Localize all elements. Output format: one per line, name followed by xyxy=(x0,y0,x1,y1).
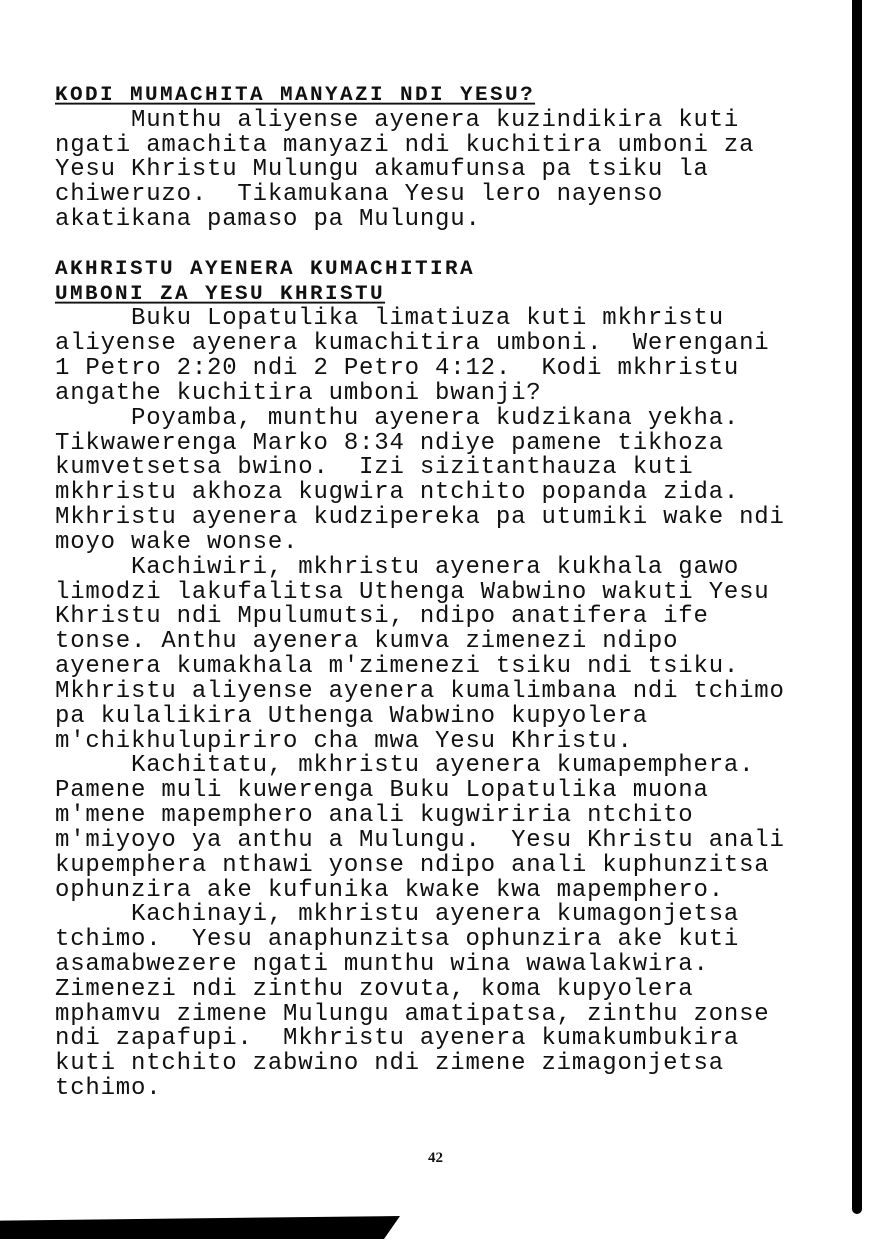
line-text: 1 Petro 2:20 ndi 2 Petro 4:12. Kodi mkhristu xyxy=(55,355,740,383)
section-heading xyxy=(55,283,845,307)
line-text: moyo wake wonse. xyxy=(55,528,299,556)
text-line xyxy=(55,950,845,978)
scan-shadow-bottom xyxy=(0,1216,400,1239)
line-text: chiweruzo. Tikamukana Yesu lero nayenso xyxy=(55,181,664,209)
text-line xyxy=(55,903,845,928)
text-line xyxy=(55,727,845,755)
text-line xyxy=(55,429,845,457)
text-line xyxy=(55,307,845,332)
text-line xyxy=(55,528,845,556)
line-text: ophunzira ake kufunika kwake kwa mapemphero. xyxy=(55,876,724,904)
text-line xyxy=(55,1027,845,1052)
line-text: Pamene muli kuwerenga Buku Lopatulika muona xyxy=(55,777,709,805)
line-text: tchimo. Yesu anaphunzitsa ophunzira ake kuti xyxy=(55,926,740,954)
line-text: ndi zapafupi. Mkhristu ayenera kumakumbukira xyxy=(55,1025,740,1053)
line-text: Poyamba, munthu ayenera kudzikana yekha. xyxy=(131,404,740,432)
page-text xyxy=(55,84,845,1102)
line-text: Kachitatu, mkhristu ayenera kumapemphera. xyxy=(131,752,755,780)
line-text: AKHRISTU AYENERA KUMACHITIRA xyxy=(55,258,476,281)
text-line xyxy=(55,481,845,506)
text-line xyxy=(55,106,845,134)
text-line xyxy=(55,1077,845,1102)
blank-line xyxy=(55,233,845,258)
text-line xyxy=(55,826,845,854)
line-text: kumvetsetsa bwino. Izi sizitanthauza kuti xyxy=(55,454,694,482)
text-line xyxy=(55,702,845,730)
scan-edge-bar xyxy=(852,0,862,1214)
line-text: Yesu Khristu Mulungu akamufunsa pa tsiku la xyxy=(55,156,709,184)
line-text: limodzi lakufalitsa Uthenga Wabwino wakuti Yesu xyxy=(55,578,770,606)
line-text: Tikwawerenga Marko 8:34 ndiye pamene tikhoza xyxy=(55,429,724,457)
text-line xyxy=(55,208,845,233)
line-text: mphamvu zimene Mulungu amatipatsa, zinthu zonse xyxy=(55,1000,770,1028)
line-text: mkhristu akhoza kugwira ntchito popanda zida. xyxy=(55,479,740,507)
line-text: Kachinayi, mkhristu ayenera kumagonjetsa xyxy=(131,901,740,929)
text-line xyxy=(55,158,845,183)
text-line xyxy=(55,754,845,779)
line-text: m'miyoyo ya anthu a Mulungu. Yesu Khristu anali xyxy=(55,826,785,854)
section-heading xyxy=(55,85,845,109)
text-line xyxy=(55,553,845,581)
page-number: 42 xyxy=(428,1150,443,1166)
text-line xyxy=(55,379,845,407)
line-text: Mkhristu ayenera kudzipereka pa utumiki wake ndi xyxy=(55,504,785,532)
line-text: Kachiwiri, mkhristu ayenera kukhala gawo xyxy=(131,553,740,581)
line-text: m'mene mapemphero anali kugwiriria ntchito xyxy=(55,802,694,830)
line-text: Mkhristu aliyense ayenera kumalimbana ndi tchimo xyxy=(55,677,785,705)
line-text: ayenera kumakhala m'zimenezi tsiku ndi tsiku. xyxy=(55,653,740,681)
line-text: KODI MUMACHITA MANYAZI NDI YESU? xyxy=(55,84,536,107)
line-text: UMBONI ZA YESU KHRISTU xyxy=(55,283,386,306)
text-line xyxy=(55,357,845,382)
text-line xyxy=(55,1000,845,1028)
line-text: Khristu ndi Mpulumutsi, ndipo anatifera ife xyxy=(55,603,709,631)
text-line xyxy=(55,677,845,705)
text-line xyxy=(55,605,845,630)
section-heading xyxy=(55,258,845,282)
line-text: asamabwezere ngati munthu wina wawalakwira. xyxy=(55,950,709,978)
text-line xyxy=(55,876,845,904)
text-line xyxy=(55,506,845,531)
text-line xyxy=(55,578,845,606)
line-text: tchimo. xyxy=(55,1075,162,1103)
text-line xyxy=(55,131,845,159)
line-text: Zimenezi ndi zinthu zovuta, koma kupyolera xyxy=(55,975,694,1003)
line-text: akatikana pamaso pa Mulungu. xyxy=(55,206,481,234)
line-text: aliyense ayenera kumachitira umboni. Werengani xyxy=(55,330,770,358)
line-text: ngati amachita manyazi ndi kuchitira umboni za xyxy=(55,131,755,159)
text-line xyxy=(55,183,845,208)
text-line xyxy=(55,804,845,829)
text-line xyxy=(55,1052,845,1077)
text-line xyxy=(55,332,845,357)
text-line xyxy=(55,975,845,1003)
line-text: kupemphera nthawi yonse ndipo anali kuphunzitsa xyxy=(55,851,770,879)
line-text: angathe kuchitira umboni bwanji? xyxy=(55,379,542,407)
text-line xyxy=(55,456,845,481)
line-text: kuti ntchito zabwino ndi zimene zimagonjetsa xyxy=(55,1050,724,1078)
line-text: m'chikhulupiriro cha mwa Yesu Khristu. xyxy=(55,727,633,755)
text-line xyxy=(55,404,845,432)
line-text: Munthu aliyense ayenera kuzindikira kuti xyxy=(131,106,740,134)
text-line xyxy=(55,779,845,804)
text-line xyxy=(55,851,845,879)
line-text: pa kulalikira Uthenga Wabwino kupyolera xyxy=(55,702,648,730)
line-text: tonse. Anthu ayenera kumva zimenezi ndipo xyxy=(55,628,679,656)
text-line xyxy=(55,928,845,953)
text-line xyxy=(55,630,845,655)
line-text: Buku Lopatulika limatiuza kuti mkhristu xyxy=(131,305,724,333)
text-line xyxy=(55,655,845,680)
